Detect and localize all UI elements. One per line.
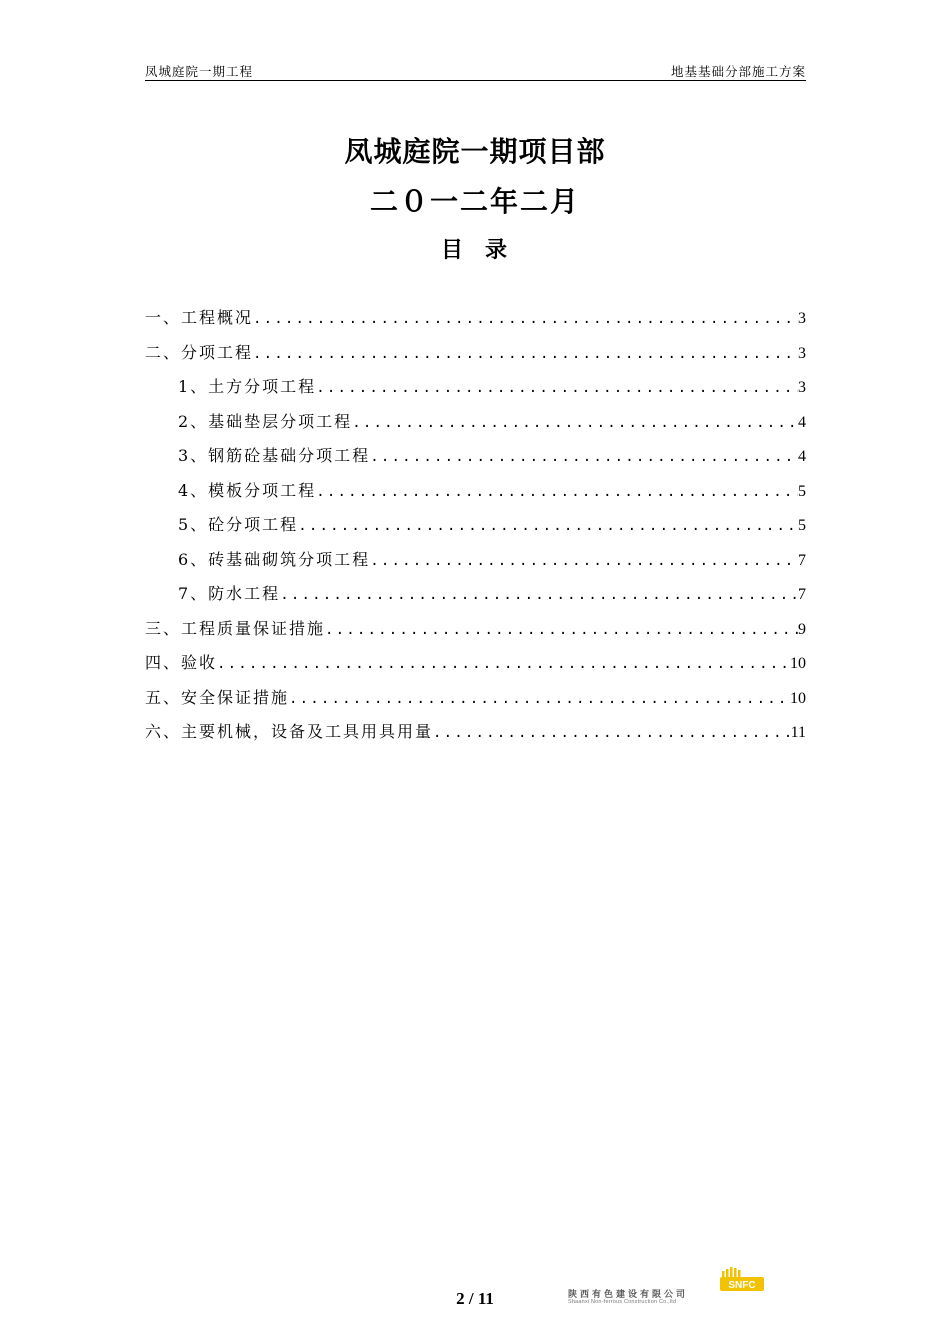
toc-entry-label: 4、模板分项工程 xyxy=(178,480,317,500)
toc-leader-dots xyxy=(217,656,790,672)
toc-leader-dots xyxy=(316,484,798,500)
toc-entry-label: 六、主要机械，设备及工具用具用量 xyxy=(145,722,434,741)
toc-entry-page: 5 xyxy=(798,517,806,534)
company-name-en: Shaanxi Non-ferrous Construction Co.,ltd xyxy=(568,1299,677,1305)
document-date: 二０一二年二月 xyxy=(369,185,580,218)
company-name-cn: 陕西有色建设有限公司 xyxy=(568,1290,689,1300)
page-header xyxy=(145,60,806,81)
toc-leader-dots xyxy=(370,553,798,569)
toc-entry-label: 6、砖基础砌筑分项工程 xyxy=(178,549,371,569)
header-document-name: 地基基础分部施工方案 xyxy=(670,64,806,79)
toc-entry[interactable] xyxy=(145,650,806,685)
toc-entry-page: 5 xyxy=(798,482,806,500)
toc-entry[interactable] xyxy=(145,719,806,754)
toc-entry[interactable] xyxy=(145,478,806,513)
toc-entry[interactable] xyxy=(145,305,806,340)
toc-entry-page: 10 xyxy=(790,655,806,672)
toc-leader-dots xyxy=(253,346,798,362)
toc-entry[interactable] xyxy=(145,581,806,616)
toc-entry-label: 三、工程质量保证措施 xyxy=(145,618,326,638)
toc-entry-page: 10 xyxy=(790,689,806,707)
toc-entry-page: 3 xyxy=(798,344,806,362)
toc-entry-label: 一、工程概况 xyxy=(145,308,254,327)
toc-entry-page: 3 xyxy=(798,379,806,396)
toc-entry-page: 7 xyxy=(798,586,806,603)
toc-entry-label: 3、钢筋砼基础分项工程 xyxy=(178,446,371,465)
toc-entry[interactable] xyxy=(145,512,806,547)
toc-leader-dots xyxy=(298,518,798,534)
toc-entry-page: 7 xyxy=(798,551,806,569)
toc-entry-label: 7、防水工程 xyxy=(178,584,281,603)
logo-mark-text: SNFC xyxy=(728,1280,756,1291)
toc-leader-dots xyxy=(352,415,798,431)
toc-leader-dots xyxy=(433,725,791,741)
toc-entry-label: 四、验收 xyxy=(145,653,218,672)
toc-entry-page: 9 xyxy=(798,620,806,638)
toc-entry-page: 4 xyxy=(798,448,806,465)
toc-entry-page: 11 xyxy=(790,724,806,741)
toc-leader-dots xyxy=(370,449,798,465)
toc-entry[interactable] xyxy=(145,547,806,582)
page-number: 2 / 11 xyxy=(456,1289,494,1308)
toc-heading: 目录 xyxy=(440,237,529,263)
toc-entry-label: 1、土方分项工程 xyxy=(178,377,317,396)
toc-leader-dots xyxy=(316,380,798,396)
toc-entry[interactable] xyxy=(145,340,806,375)
project-department-title: 凤城庭院一期项目部 xyxy=(344,135,606,168)
toc-entry-label: 2、基础垫层分项工程 xyxy=(178,411,353,431)
header-project-name: 凤城庭院一期工程 xyxy=(145,64,254,79)
snfc-logo-icon xyxy=(720,1267,766,1297)
table-of-contents xyxy=(145,305,806,754)
toc-entry-page: 3 xyxy=(798,310,806,327)
toc-leader-dots xyxy=(289,691,790,707)
toc-entry-label: 五、安全保证措施 xyxy=(145,687,290,707)
toc-entry-page: 4 xyxy=(798,413,806,431)
company-logo xyxy=(568,1267,768,1307)
toc-entry[interactable] xyxy=(145,443,806,478)
toc-entry[interactable] xyxy=(145,374,806,409)
toc-entry[interactable] xyxy=(145,616,806,651)
toc-leader-dots xyxy=(280,587,798,603)
toc-entry-label: 二、分项工程 xyxy=(145,342,254,362)
toc-entry[interactable] xyxy=(145,685,806,720)
toc-entry[interactable] xyxy=(145,409,806,444)
toc-leader-dots xyxy=(253,311,798,327)
toc-entry-label: 5、砼分项工程 xyxy=(178,515,299,534)
toc-leader-dots xyxy=(325,622,798,638)
